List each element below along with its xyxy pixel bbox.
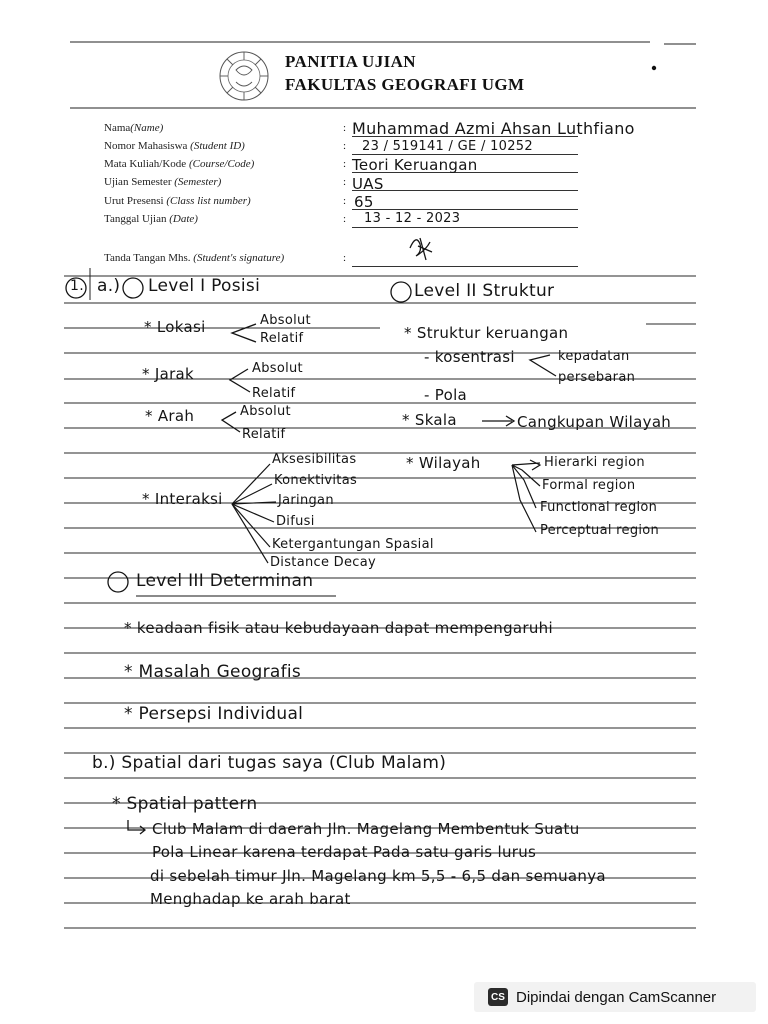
arah-relatif: Relatif bbox=[242, 427, 286, 442]
persebaran: persebaran bbox=[558, 370, 636, 385]
persepsi-text: * Persepsi Individual bbox=[124, 704, 304, 724]
colon: : bbox=[343, 176, 347, 188]
part-b-heading: b.) Spatial dari tugas saya (Club Malam) bbox=[92, 753, 447, 773]
colon: : bbox=[343, 195, 347, 207]
student-signature bbox=[402, 230, 442, 266]
jarak-absolut: Absolut bbox=[252, 361, 303, 376]
course-label-text: Mata Kuliah/Kode bbox=[104, 158, 187, 170]
semester-label bbox=[104, 176, 221, 188]
colon: : bbox=[343, 252, 347, 264]
signature-label bbox=[104, 252, 284, 264]
date-label bbox=[104, 213, 198, 225]
difusi: Difusi bbox=[276, 514, 315, 529]
semester-value: UAS bbox=[352, 175, 384, 193]
date-value: 13 - 12 - 2023 bbox=[364, 211, 461, 226]
formal-region: Formal region bbox=[542, 478, 636, 493]
keadaan-text: * keadaan fisik atau kebudayaan dapat mempengaruhi bbox=[124, 619, 553, 637]
cangkupan-wilayah: Cangkupan Wilayah bbox=[517, 413, 672, 431]
colon: : bbox=[343, 213, 347, 225]
arah-absolut: Absolut bbox=[240, 404, 291, 419]
name-label-text: Nama bbox=[104, 122, 131, 134]
lokasi-absolut: Absolut bbox=[260, 313, 311, 328]
struktur-keruangan: * Struktur keruangan bbox=[404, 324, 569, 342]
wilayah-label: * Wilayah bbox=[406, 454, 481, 472]
nim-label-text: Nomor Mahasiswa bbox=[104, 140, 188, 152]
skala: * Skala bbox=[402, 411, 457, 429]
club-line-3: di sebelah timur Jln. Magelang km 5,5 - 6,5 dan semuanya bbox=[150, 867, 606, 885]
lokasi-relatif: Relatif bbox=[260, 331, 304, 346]
jarak-relatif: Relatif bbox=[252, 386, 296, 401]
ugm-seal-icon bbox=[218, 50, 270, 102]
club-line-1: Club Malam di daerah Jln. Magelang Membentuk Suatu bbox=[152, 820, 580, 838]
nim-label-en: (Student ID) bbox=[190, 140, 245, 152]
aksesibilitas: Aksesibilitas bbox=[272, 452, 357, 467]
presence-value: 65 bbox=[354, 193, 374, 211]
jarak-label: * Jarak bbox=[142, 365, 195, 383]
camscanner-text: Dipindai dengan CamScanner bbox=[516, 988, 717, 1006]
name-label bbox=[104, 122, 163, 134]
field-line bbox=[352, 190, 578, 191]
part-a-label: a.) bbox=[97, 276, 121, 296]
nim-label bbox=[104, 140, 245, 152]
club-line-4: Menghadap ke arah barat bbox=[150, 890, 351, 908]
functional-region: Functional region bbox=[540, 500, 658, 515]
lokasi-label: * Lokasi bbox=[144, 318, 206, 336]
kosentrasi: - kosentrasi bbox=[424, 348, 515, 366]
distance-decay: Distance Decay bbox=[270, 555, 376, 570]
field-line bbox=[352, 154, 578, 155]
konektivitas: Konektivitas bbox=[274, 473, 358, 488]
presence-label-en: (Class list number) bbox=[166, 195, 251, 207]
level3-heading: Level III Determinan bbox=[136, 571, 314, 591]
ketergantungan-spasial: Ketergantungan Spasial bbox=[272, 537, 434, 552]
level1-heading: Level I Posisi bbox=[148, 276, 261, 296]
question-number: 1. bbox=[70, 278, 84, 294]
course-label bbox=[104, 158, 254, 170]
date-label-en: (Date) bbox=[169, 213, 198, 225]
camscanner-stamp bbox=[474, 982, 756, 1012]
field-line bbox=[352, 266, 578, 267]
presence-label bbox=[104, 195, 251, 207]
name-value: Muhammad Azmi Ahsan Luthfiano bbox=[352, 119, 635, 138]
colon: : bbox=[343, 140, 347, 152]
header-title-line2: FAKULTAS GEOGRAFI UGM bbox=[285, 75, 525, 94]
level2-heading: Level II Struktur bbox=[414, 281, 555, 301]
hierarki-region: Hierarki region bbox=[544, 455, 645, 470]
colon: : bbox=[343, 122, 347, 134]
camscanner-logo-icon: CS bbox=[488, 988, 508, 1006]
nim-value: 23 / 519141 / GE / 10252 bbox=[362, 139, 533, 154]
header-title-line1: PANITIA UJIAN bbox=[285, 52, 416, 71]
course-value: Teori Keruangan bbox=[352, 156, 478, 174]
signature-label-text: Tanda Tangan Mhs. bbox=[104, 252, 191, 264]
signature-label-en: (Student's signature) bbox=[193, 252, 285, 264]
jaringan: Jaringan bbox=[278, 493, 334, 508]
date-label-text: Tanggal Ujian bbox=[104, 213, 167, 225]
masalah-text: * Masalah Geografis bbox=[124, 662, 302, 682]
arah-label: * Arah bbox=[145, 407, 195, 425]
pola: - Pola bbox=[424, 386, 468, 404]
semester-label-text: Ujian Semester bbox=[104, 176, 172, 188]
perceptual-region: Perceptual region bbox=[540, 523, 660, 538]
presence-label-text: Urut Presensi bbox=[104, 195, 164, 207]
spatial-pattern: * Spatial pattern bbox=[112, 794, 258, 814]
name-label-en: (Name) bbox=[130, 122, 164, 134]
club-line-2: Pola Linear karena terdapat Pada satu garis lurus bbox=[152, 843, 537, 861]
field-line bbox=[352, 209, 578, 210]
colon: : bbox=[343, 158, 347, 170]
interaksi-label: * Interaksi bbox=[142, 490, 223, 508]
course-label-en: (Course/Code) bbox=[188, 158, 255, 170]
field-line bbox=[352, 227, 578, 228]
kepadatan: kepadatan bbox=[558, 349, 630, 364]
semester-label-en: (Semester) bbox=[174, 176, 222, 188]
